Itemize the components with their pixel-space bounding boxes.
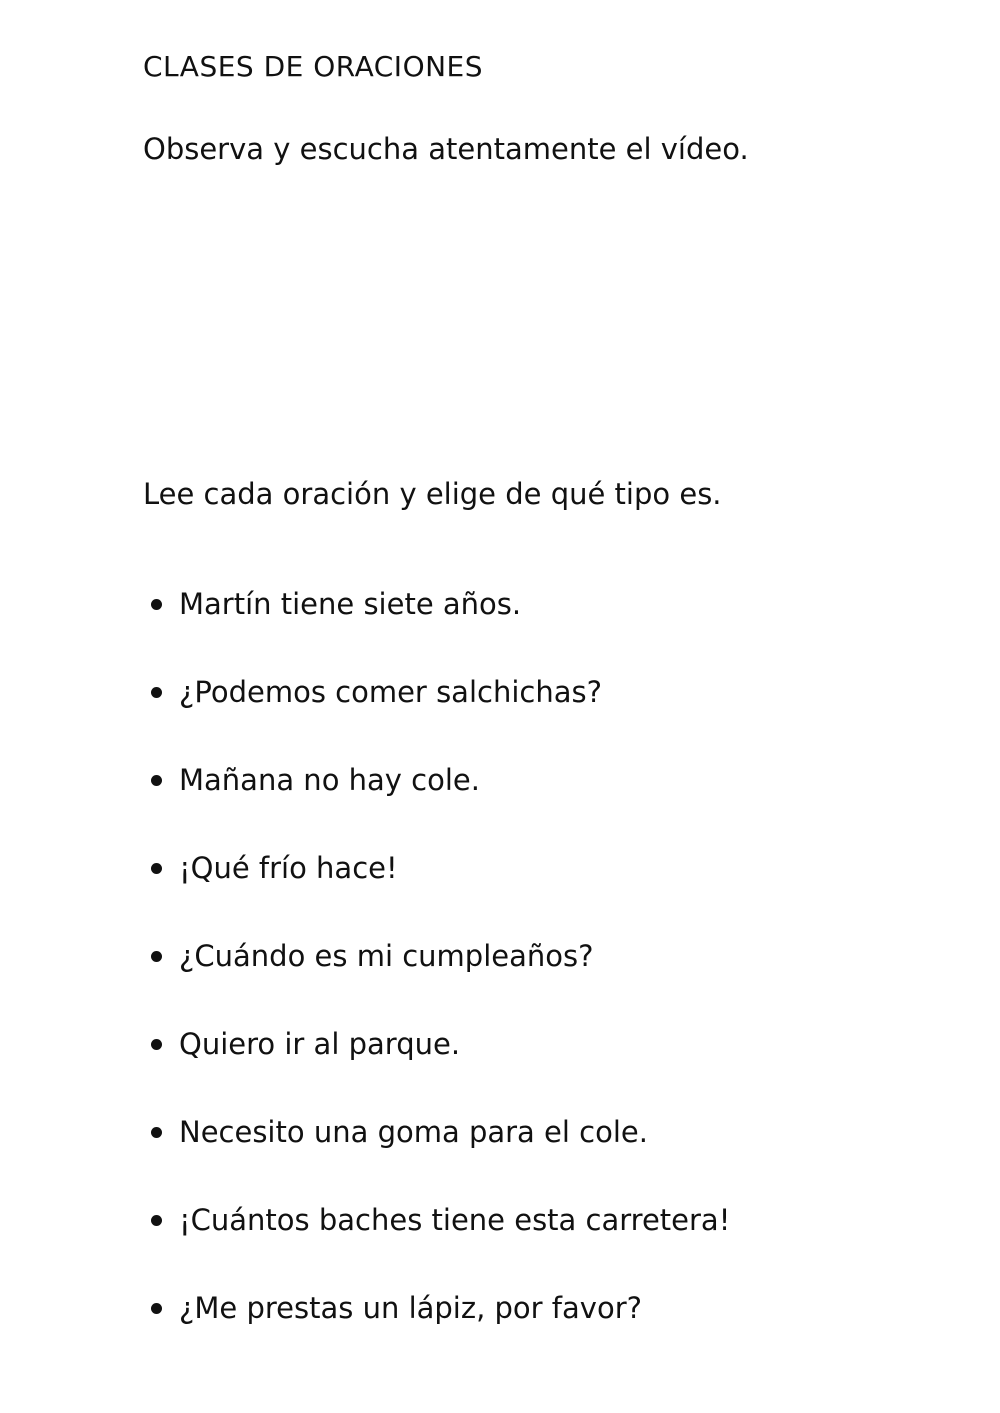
- bullet-icon: [151, 599, 162, 610]
- page-title: CLASES DE ORACIONES: [143, 50, 484, 83]
- bullet-icon: [151, 687, 162, 698]
- sentence-item-6: [143, 1000, 730, 1088]
- video-placeholder: [143, 200, 857, 450]
- sentence-text: Martín tiene siete años.: [179, 587, 522, 621]
- sentence-text: ¡Cuántos baches tiene esta carretera!: [179, 1203, 731, 1237]
- bullet-icon: [151, 863, 162, 874]
- bullet-icon: [151, 1215, 162, 1226]
- bullet-icon: [151, 775, 162, 786]
- sentence-text: Necesito una goma para el cole.: [179, 1115, 648, 1149]
- sentence-item-3: [143, 736, 730, 824]
- bullet-icon: [151, 1039, 162, 1050]
- sentence-item-9: [143, 1264, 730, 1352]
- sentence-text: Quiero ir al parque.: [179, 1027, 461, 1061]
- bullet-icon: [151, 951, 162, 962]
- sentence-item-2: [143, 648, 730, 736]
- video-instruction: Observa y escucha atentamente el vídeo.: [143, 132, 749, 166]
- sentence-item-7: [143, 1088, 730, 1176]
- sentence-item-1: [143, 560, 730, 648]
- sentence-text: ¡Qué frío hace!: [179, 851, 398, 885]
- sentence-item-5: [143, 912, 730, 1000]
- sentence-text: ¿Podemos comer salchichas?: [179, 675, 602, 709]
- sentence-text: ¿Cuándo es mi cumpleaños?: [179, 939, 594, 973]
- sentence-text: ¿Me prestas un lápiz, por favor?: [179, 1291, 643, 1325]
- sentence-text: Mañana no hay cole.: [179, 763, 480, 797]
- sentence-list: [143, 560, 730, 1352]
- bullet-icon: [151, 1303, 162, 1314]
- bullet-icon: [151, 1127, 162, 1138]
- sentence-item-4: [143, 824, 730, 912]
- reading-instruction: Lee cada oración y elige de qué tipo es.: [143, 477, 722, 511]
- sentence-item-8: [143, 1176, 730, 1264]
